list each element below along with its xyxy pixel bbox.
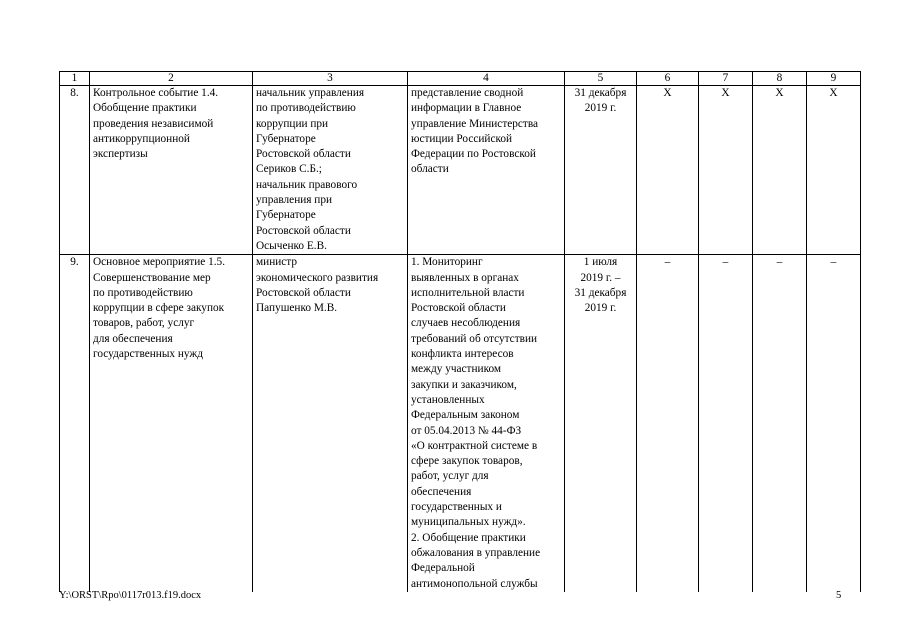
responsible-executor: начальник управления по противодействию коррупции при Губернаторе Ростовской области Сериков С.Б.; начальник правового управления при Губернаторе Ростовской области Осыченко Е.В. [253, 86, 408, 255]
column-number: 6 [637, 72, 699, 86]
cell-col9: – [807, 255, 861, 592]
column-number: 9 [807, 72, 861, 86]
program-plan-table [59, 71, 861, 592]
cell-col6: Х [637, 86, 699, 255]
cell-col7: – [699, 255, 753, 592]
cell-col8: – [753, 255, 807, 592]
deadline: 31 декабря 2019 г. [565, 86, 637, 255]
column-number-row [60, 72, 861, 86]
column-number: 4 [408, 72, 565, 86]
cell-col8: Х [753, 86, 807, 255]
expected-result: представление сводной информации в Главное управление Министерства юстиции Российской Федерации по Ростовской области [408, 86, 565, 255]
event-name: Контрольное событие 1.4. Обобщение практики проведения независимой антикоррупционной экспертизы [90, 86, 253, 255]
column-number: 1 [60, 72, 90, 86]
deadline: 1 июля 2019 г. – 31 декабря 2019 г. [565, 255, 637, 592]
cell-col7: Х [699, 86, 753, 255]
table-row [60, 86, 861, 255]
row-number: 9. [60, 255, 90, 592]
column-number: 3 [253, 72, 408, 86]
column-number: 7 [699, 72, 753, 86]
responsible-executor: министр экономического развития Ростовской области Папушенко М.В. [253, 255, 408, 592]
column-number: 2 [90, 72, 253, 86]
table-row [60, 255, 861, 592]
row-number: 8. [60, 86, 90, 255]
event-name: Основное мероприятие 1.5. Совершенствование мер по противодействию коррупции в сфере закупок товаров, работ, услуг для обеспечения государственных нужд [90, 255, 253, 592]
page-number: 5 [836, 590, 842, 601]
expected-result: 1. Мониторинг выявленных в органах исполнительной власти Ростовской области случаев несоблюдения требований об отсутствии конфликта интересов между участником закупки и заказчиком, установленных Федеральным законом от 05.04.2013 № 44-ФЗ «О контрактной системе в сфере закупок товаров, работ, услуг для обеспечения государственных и муниципальных нужд». 2. Обобщение практики обжалования в управление Федеральной антимонопольной службы [408, 255, 565, 592]
cell-col6: – [637, 255, 699, 592]
column-number: 8 [753, 72, 807, 86]
footer-file-path: Y:\ORST\Rpo\0117r013.f19.docx [59, 590, 202, 601]
cell-col9: Х [807, 86, 861, 255]
column-number: 5 [565, 72, 637, 86]
